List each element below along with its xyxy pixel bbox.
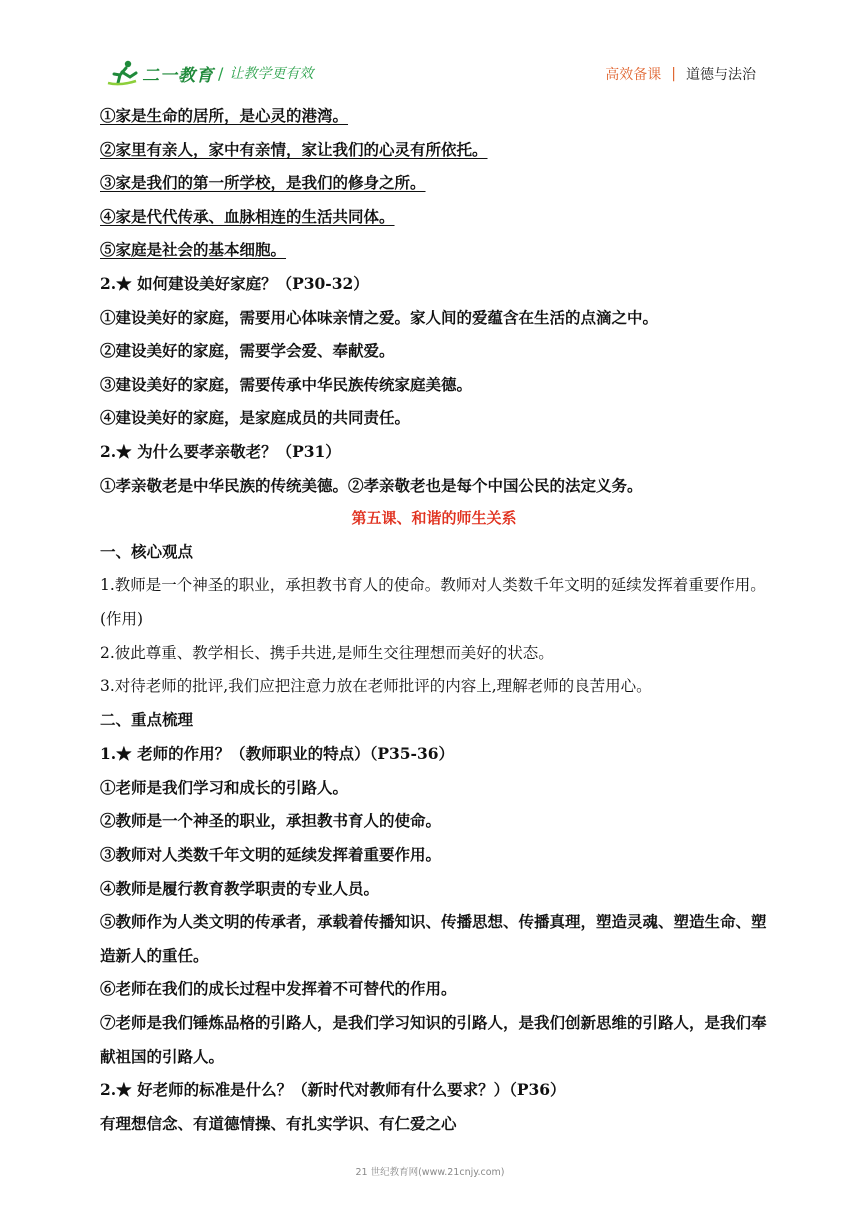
header-meta [605,64,756,84]
home-point-5: ⑤家庭是社会的基本细胞。 [100,240,287,260]
teacher-role-6: ⑥老师在我们的成长过程中发挥着不可替代的作用。 [100,979,457,999]
family-answer-3: ③建设美好的家庭，需要传承中华民族传统家庭美德。 [100,374,473,394]
question-filial-piety: 2.★ 为什么要孝亲敬老？（P31） [100,441,341,461]
page-footer: 21 世纪教育网(www.21cnjy.com) [355,1167,505,1178]
good-teacher-answer: 有理想信念、有道德情操、有扎实学识、有仁爱之心 [100,1113,457,1133]
lesson-title: 第五课、和谐的师生关系 [351,509,517,528]
teacher-role-4: ④教师是履行教育教学职责的专业人员。 [100,878,380,898]
course-label: 高效备课 [605,67,662,83]
teacher-role-7: ⑦老师是我们锤炼品格的引路人，是我们学习知识的引路人，是我们创新思维的引路人，是我们奉献祖国的引路人。 [100,1013,767,1066]
family-answer-2: ②建设美好的家庭，需要学会爱、奉献爱。 [100,341,395,361]
family-answer-1: ①建设美好的家庭，需要用心体味亲情之爱。家人间的爱蕴含在生活的点滴之中。 [100,307,659,327]
family-answer-4: ④建设美好的家庭，是家庭成员的共同责任。 [100,408,411,428]
document-body [100,99,768,1140]
teacher-role-1: ①老师是我们学习和成长的引路人。 [100,777,349,797]
page-header [0,0,860,96]
subject-label: 道德与法治 [686,67,756,83]
teacher-role-2: ②教师是一个神圣的职业，承担教书育人的使命。 [100,811,442,831]
teacher-role-5: ⑤教师作为人类文明的传承者，承载着传播知识、传播思想、传播真理，塑造灵魂、塑造生命、塑造新人的重任。 [100,912,767,965]
section-heading-core: 一、核心观点 [100,542,194,561]
slogan: 让教学更有效 [229,66,314,82]
core-point-2: 2.彼此尊重、教学相长、携手共进,是师生交往理想而美好的状态。 [100,643,554,662]
question-teacher-role: 1.★ 老师的作用？（教师职业的特点）（P35-36） [100,744,455,764]
question-build-family: 2.★ 如何建设美好家庭？（P30-32） [100,273,369,293]
home-point-4: ④家是代代传承、血脉相连的生活共同体。 [100,206,395,226]
running-figure-icon [106,59,140,87]
header-separator: | [671,66,676,82]
logo-divider: / [218,63,224,83]
core-point-3: 3.对待老师的批评,我们应把注意力放在老师批评的内容上,理解老师的良苦用心。 [100,677,652,696]
home-point-2: ②家里有亲人，家中有亲情，家让我们的心灵有所依托。 [100,139,488,159]
brand-logo [106,58,313,88]
home-point-3: ③家是我们的第一所学校，是我们的修身之所。 [100,173,426,193]
section-heading-review: 二、重点梳理 [100,710,194,729]
core-point-1: 1.教师是一个神圣的职业，承担教书育人的使命。教师对人类数千年文明的延续发挥着重要作用。(作用) [100,576,766,628]
home-point-1: ①家是生命的居所，是心灵的港湾。 [100,106,349,125]
logo-text: 二一教育 [142,65,214,86]
question-good-teacher: 2.★ 好老师的标准是什么？（新时代对教师有什么要求？）（P36） [100,1080,566,1100]
teacher-role-3: ③教师对人类数千年文明的延续发挥着重要作用。 [100,845,442,865]
filial-answer: ①孝亲敬老是中华民族的传统美德。②孝亲敬老也是每个中国公民的法定义务。 [100,475,643,495]
